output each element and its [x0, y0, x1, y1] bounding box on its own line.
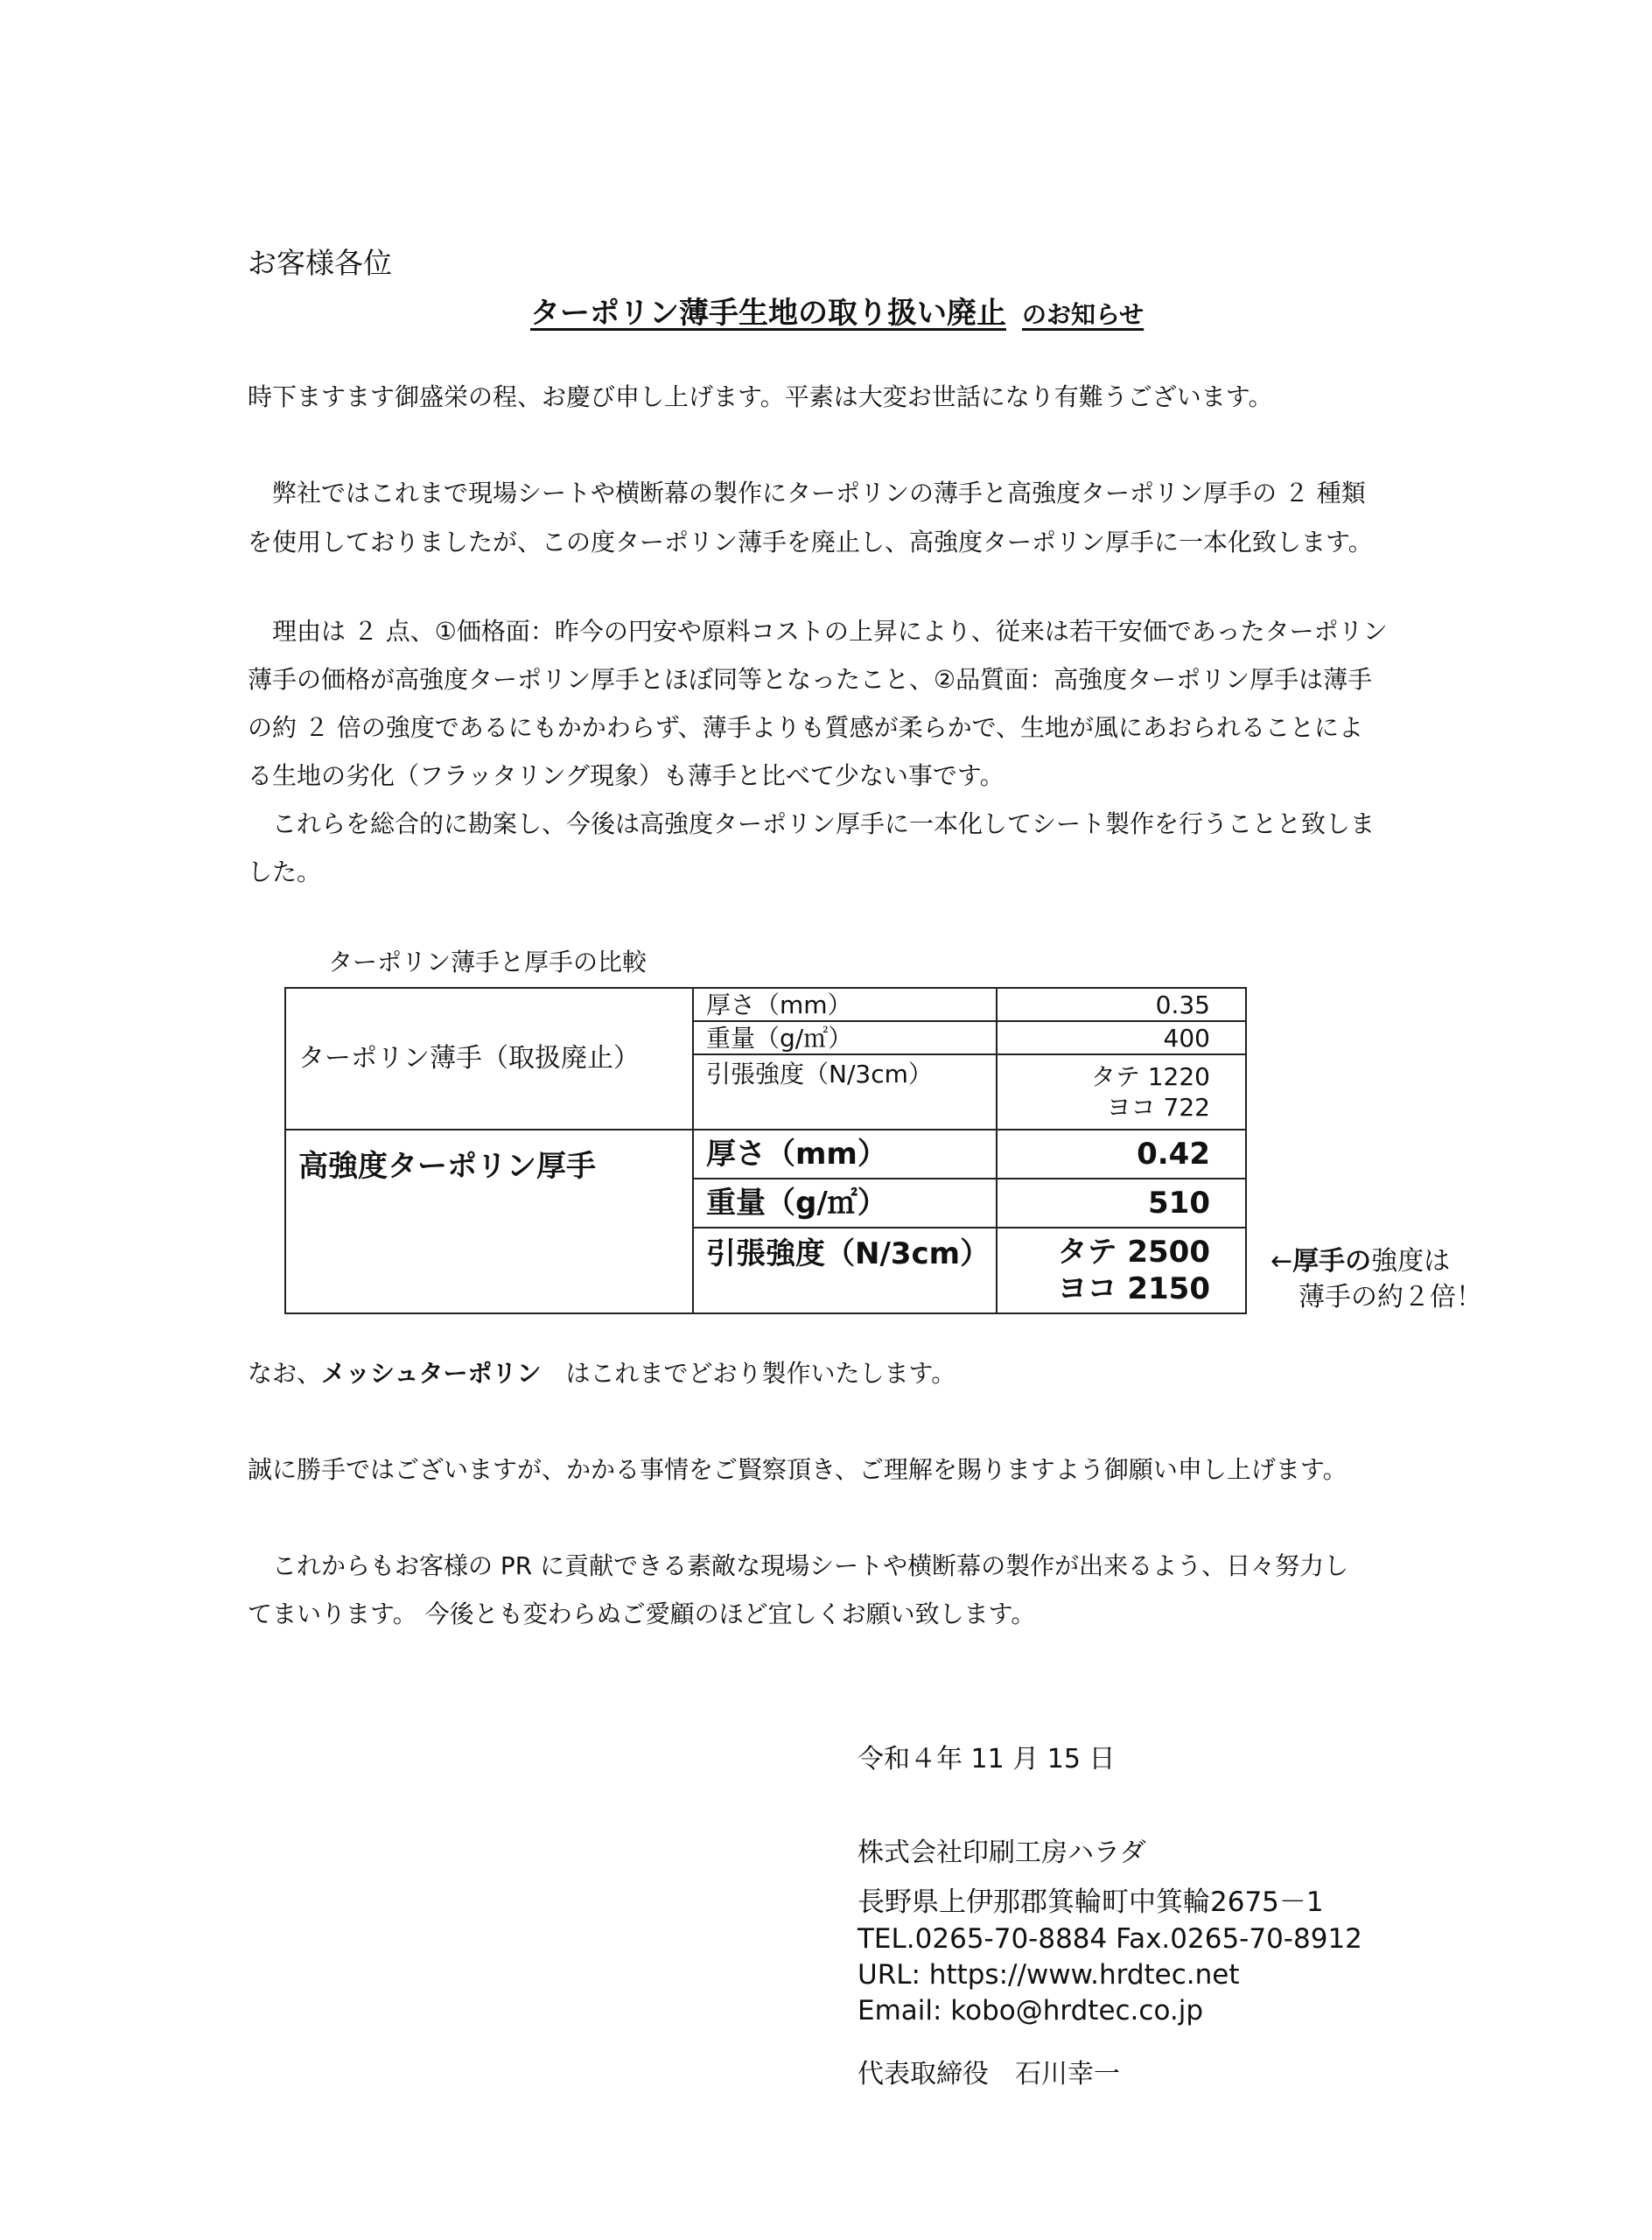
- title-main: ターポリン薄手生地の取り扱い廃止: [530, 296, 1006, 331]
- representative: 代表取締役 石川幸一: [858, 2059, 1120, 2090]
- salutation: お客様各位: [248, 246, 392, 280]
- paragraph-1-line: 弊社ではこれまで現場シートや横断幕の製作にターポリンの薄手と高強度ターポリン厚手の ２ 種類: [248, 479, 1366, 508]
- title-suffix: のお知らせ: [1022, 300, 1144, 329]
- apology-line: 誠に勝手ではございますが、かかる事情をご賢察頂き、ご理解を賜りますよう御願い申し上げます。: [248, 1455, 1348, 1484]
- thin-weight-value: 400: [997, 1021, 1246, 1054]
- closing-line: てまいります。 今後とも変わらぬご愛顧のほど宜しくお願い致します。: [248, 1600, 1036, 1628]
- paragraph-2-line: 薄手の価格が高強度ターポリン厚手とほぼ同等となったこと、②品質面：高強度ターポリン厚手は薄手: [248, 665, 1373, 694]
- mesh-prefix: なお、: [248, 1359, 322, 1388]
- date: 令和４年 11 月 15 日: [858, 1744, 1116, 1774]
- paragraph-2-line: これらを総合的に勘案し、今後は高強度ターポリン厚手に一本化してシート製作を行うことと致しま: [248, 809, 1376, 838]
- company-email[interactable]: Email: kobo@hrdtec.co.jp: [858, 1995, 1204, 2026]
- company-url[interactable]: URL: https://www.hrdtec.net: [858, 1959, 1240, 1991]
- thin-strength-value: [997, 1054, 1246, 1130]
- paragraph-2-line: した。: [248, 858, 322, 886]
- thick-thickness-label: 厚さ（mm）: [693, 1130, 997, 1179]
- thick-weight-value: 510: [997, 1179, 1246, 1228]
- strength-note-bold: 厚手の: [1292, 1246, 1372, 1277]
- thick-strength-yoko: ヨコ 2150: [1057, 1271, 1210, 1306]
- thin-strength-yoko: ヨコ 722: [1106, 1093, 1210, 1122]
- closing-paragraph: [248, 1547, 1455, 1634]
- thick-strength-value: [997, 1228, 1246, 1313]
- mesh-notice: [248, 1354, 1455, 1390]
- thin-strength-label: 引張強度（N/3cm）: [693, 1054, 997, 1130]
- document-title: [530, 289, 1144, 332]
- thick-strength-tate: タテ 2500: [1057, 1234, 1210, 1270]
- closing-line: これからもお客様の PR に貢献できる素敵な現場シートや横断幕の製作が出来るよう、日々努力し: [248, 1551, 1349, 1580]
- thick-thickness-value: 0.42: [997, 1130, 1246, 1179]
- company-address: 長野県上伊那郡箕輪町中箕輪2675－1: [858, 1886, 1324, 1918]
- paragraph-1-line: を使用しておりましたが、この度ターポリン薄手を廃止し、高強度ターポリン厚手に一本化致します。: [248, 528, 1373, 556]
- paragraph-2-line: の約 ２ 倍の強度であるにもかかわらず、薄手よりも質感が柔らかで、生地が風にあおられることによ: [248, 713, 1364, 742]
- mesh-bold: メッシュターポリン: [321, 1359, 542, 1388]
- thin-strength-tate: タテ 1220: [1090, 1062, 1210, 1091]
- mesh-suffix: はこれまでどおり製作いたします。: [541, 1359, 956, 1388]
- comparison-table: [284, 987, 1247, 1314]
- paragraph-2-line: 理由は ２ 点、①価格面：昨今の円安や原料コストの上昇により、従来は若干安価であったターポリン: [248, 617, 1388, 646]
- thin-thickness-value: 0.35: [997, 988, 1246, 1021]
- company-name: 株式会社印刷工房ハラダ: [858, 1838, 1146, 1868]
- thick-strength-label: 引張強度（N/3cm）: [693, 1228, 997, 1313]
- strength-note: [1270, 1244, 1482, 1315]
- thin-tarpaulin-name: ターポリン薄手（取扱廃止）: [285, 988, 693, 1130]
- paragraph-2: [248, 612, 1455, 886]
- paragraph-1: [248, 474, 1455, 562]
- thick-tarpaulin-name: 高強度ターポリン厚手: [285, 1130, 693, 1313]
- arrow-left-icon: ←: [1270, 1246, 1293, 1277]
- thin-thickness-label: 厚さ（mm）: [693, 988, 997, 1021]
- table-caption: ターポリン薄手と厚手の比較: [328, 948, 648, 976]
- company-tel-fax: TEL.0265-70-8884 Fax.0265-70-8912: [858, 1923, 1362, 1955]
- thin-weight-label: 重量（g/㎡）: [693, 1021, 997, 1054]
- strength-note-line-2: 薄手の約２倍！: [1298, 1281, 1482, 1312]
- paragraph-2-line: る生地の劣化（フラッタリング現象）も薄手と比べて少ない事です。: [248, 761, 1004, 790]
- strength-note-rest: 強度は: [1371, 1246, 1451, 1277]
- greeting-line: 時下ますます御盛栄の程、お慶び申し上げます。平素は大変お世話になり有難うございます。: [248, 382, 1273, 411]
- strength-note-line-1: [1270, 1244, 1482, 1280]
- thick-weight-label: 重量（g/㎡）: [693, 1179, 997, 1228]
